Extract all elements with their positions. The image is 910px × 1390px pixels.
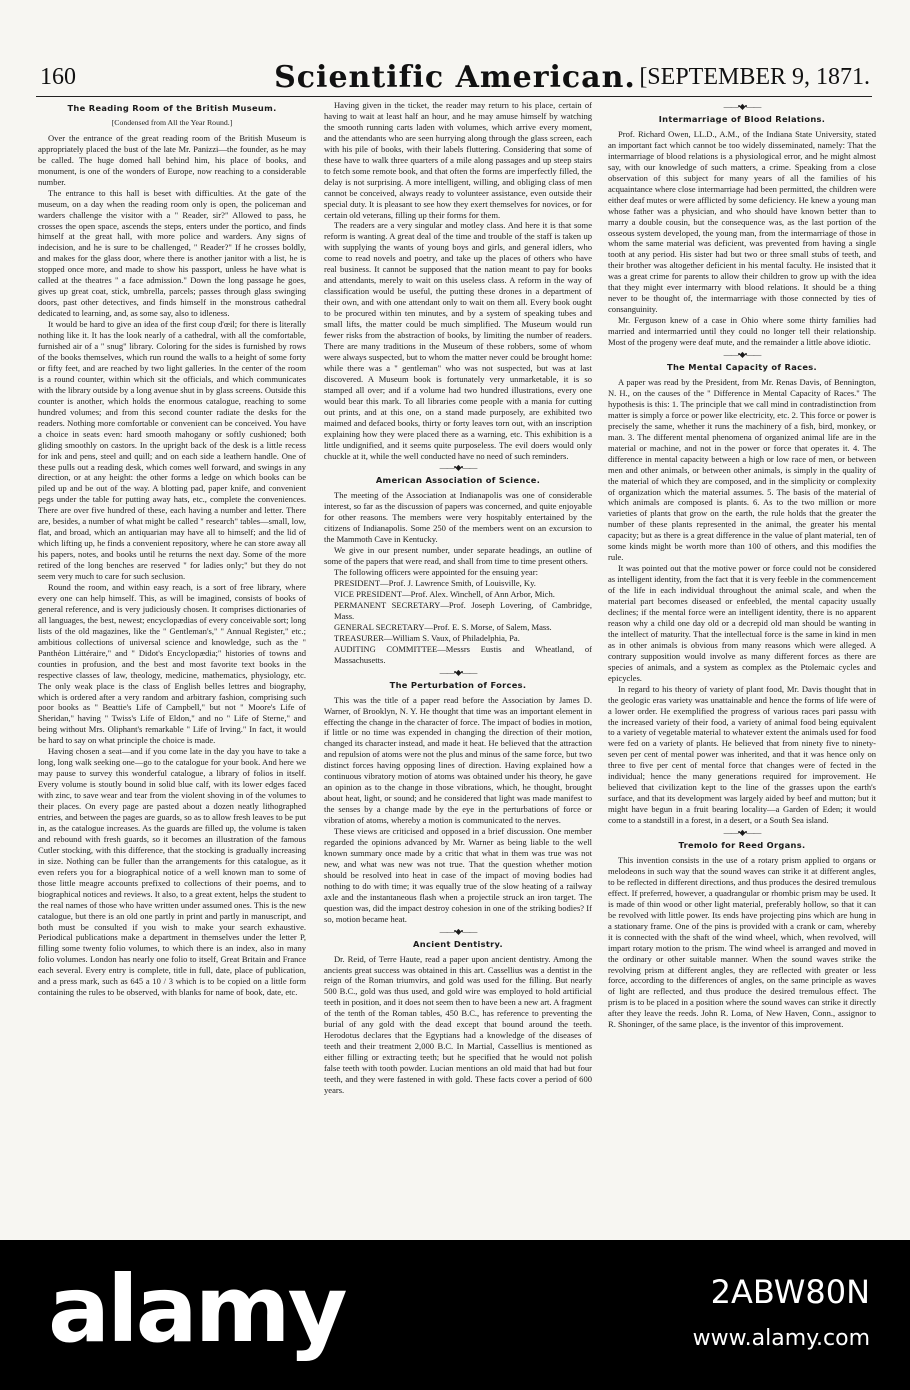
paragraph: Prof. Richard Owen, LL.D., A.M., of the Indiana State University, stated an important fact which cannot be too widely disseminated, namely: That the intermarriage of blood relations is a physiological error, and he might almost say, with our knowledge of such matters, a crime. Speaking from a close observation of this subject for many years of all the families of his acquaintance where close intermarriage had been permitted, the children were either deaf mutes or were afflicted by some deficiency. He knew a young man whose father was a physician, and who should have known better than to marry a double cousin, but the consequence was, as the last portion of the osseous system developed, the young man, from the intermarriage of those in whom the same material was deficient, was prevented from having a single tooth at any period. His sister had but two or three small stubs of teeth, and their brother was altogether deficient in his mental faculty. He insisted that it was a great crime for parents to allow their children to grow up with the idea that they might ever intermarry with blood relations. It should be a thing never to be thought of, the intermarriage with those connected by ties of consanguinity. (608, 128, 876, 315)
officer-entry: GENERAL SECRETARY—Prof. E. S. Morse, of Salem, Mass. (334, 621, 552, 632)
paragraph: Having given in the ticket, the reader may return to his place, certain of having to wait at least half an hour, and he may amuse himself by watching the smooth running carts laden with volumes, which arrive every moment, and the attendants who are seen hurrying along through the glass screen, each with his pile of books, with their labels fluttering. Considering that some of these have to walk three quarters of a mile along passages and up steep stairs to fetch some remote book, and that often the forms are imperfectly filled, the delay is not surprising. A more intelligent, willing, and obliging class of men cannot be conceived, always ready to volunteer assistance, even outside their special duty. It is pleasant to see how they exert themselves for novices, or for certain old veterans, filling up their forms for them. (324, 100, 592, 220)
article-source: [Condensed from All the Year Round.] (111, 117, 233, 127)
article-title: The Mental Capacity of Races. (667, 362, 817, 373)
article-title: American Association of Science. (375, 475, 541, 486)
paragraph: The following officers were appointed for the ensuing year: (334, 567, 538, 578)
paragraph: The meeting of the Association at Indianapolis was one of considerable interest, so far as the discussion of papers was concerned, and quite enjoyable for other reasons. The members were very hospitably entertained by the citizens of Indianapolis. Some 250 of the members went on an excursion to the Mammoth Cave in Kentucky. (324, 490, 592, 545)
article-title: Tremolo for Reed Organs. (678, 840, 806, 851)
column-1 (38, 100, 306, 1230)
site-url: www.alamy.com (692, 1326, 870, 1351)
paragraph: It would be hard to give an idea of the first coup d'œil; for there is literally nothing like it. It has the look nearly of a cathedral, with all the comfortable, furnished air of a " snug" library. Coloring for the sides is furnished by rows of the books themselves, which run round the walls to a height of some forty or fifty feet, and are reached by two light galleries. In the center of the room is a round counter, within which sit the officials, and which communicates with the library outside by a long avenue shut in by glass screens. Outside this counter is another, which holds the enormous catalogue, reaching to some hundred volumes; and from this second counter radiate the desks for the readers. Nothing more comfortable or convenient can be conceived. You have a choice in seats even: hard smooth mahogany or softly cushioned; both gliding smoothly on castors. In the upright back of the desk is a little recess for ink and pens, steel and quill; and on each side a leathern handle. One of these pulls out a reading desk, which comes well forward, and swings in any direction, or at any height: the other forms a ledge on which books can be piled up and be out of the way. A blotting pad, paper knife, and convenient pegs under the table for putting away hats, etc., complete the conveniences. There are over five hundred of these, each having a number and letter. There are, besides, a number of what might be called " research" tables—small, low, flat, and broad, which an antiquarian may have all to himself; and the lid of which lifting up, he finds a convenient repository, where he can store away all his papers, notes, and books until he returns the next day. Some of the more retired of the long benches are reserved " for ladies only;" but they do not seem very much to care for such seclusion. (38, 319, 306, 582)
paragraph: It was pointed out that the motive power or force could not be considered as intelligent identity, from the fact that it is very feeble in the commencement of the life in each individual throughout the animal scale, and when the material part becomes diseased or enfeebled, the mental capacity usually declines; if the mental force were an intelligent identity, there is no apparent reason why a child one day old or a decrepid old man should be wanting in the intellect of maturity. That the intellectual force is the same in kind in men as in other animals is obvious from many reasons which were alleged. A contrary supposition would involve as many different forces as there are species of animals, and a system as complex as the Ptolemaic cycles and epicycles. (608, 563, 876, 683)
watermark-banner (0, 1240, 910, 1390)
officer-entry: TREASURER—William S. Vaux, of Philadelphia, Pa. (334, 632, 520, 643)
section-divider: ——•◆•—— (439, 667, 477, 677)
officer-entry: PERMANENT SECRETARY—Prof. Joseph Lovering, of Cambridge, Mass. (334, 599, 592, 621)
issue-date: [SEPTEMBER 9, 1871. (639, 64, 870, 90)
article-title: Intermarriage of Blood Relations. (658, 114, 826, 124)
paragraph: The entrance to this hall is beset with difficulties. At the gate of the museum, on a day when the reading room only is open, the policeman and warders challenge the visitor with a " Reader, sir?" Allowed to pass, he crosses the open space, ascends the steps, enters under the portico, and finds himself at the great hall, with more police and warders. Any signs of indecision, and he is sure to be challenged, " Reader?" If he crosses boldly, and makes for the glass door, where there is another janitor with a list, he is stopped once more, and made to show his passport, unless he have what is called at the theatres " a face admission." Down the long passage he goes, gives up great coat, stick, umbrella, parcels; passes through glass swinging doors, past other detectives, and finds himself in the monstrous cathedral dedicated to learning, and, as some say, also to idleness. (38, 187, 306, 319)
paragraph: These views are criticised and opposed in a brief discussion. One member regarded the opinions advanced by Mr. Warner as being liable to the well known summary once made by a critic that what in them was true was not new, and what was new was not true. That the question whether motion should be resolved into heat in case of the impact of moving bodies had nothing to do with time; it was equally true of the slow heating of a railway axle and the instantaneous flash when a projectile struck an iron target. The question was, did the impact destroy cohesion in one of the striking bodies? If so, motion became heat. (324, 826, 592, 924)
article-title: Ancient Dentistry. (413, 938, 503, 949)
section-divider: ——•◆•—— (723, 350, 761, 360)
section-divider: ——•◆•—— (723, 828, 761, 838)
paragraph: Round the room, and within easy reach, is a sort of free library, where every one can help himself. This, as will be imagined, consists of books of general reference, and is very judiciously chosen. It comprises dictionaries of all languages, the best, newest; encyclopædias of every conceivable sort; long lists of the old magazines, like the " Gentleman's," " Annual Register," etc.; ambitious collections of universal science and knowledge, such as the " Panthéon Littéraire," and " Didot's Encyclopædia;" histories of towns and counties in profusion, and the best and most favorite text books in the respective classes of law, theology, medicine, mathematics, physiology, etc. The only weak place is the class of English belles lettres and biography, which is ordered after a very random and arbitrary fashion, comprising such poor books as " Beattie's Life of Campbell," but not " Moore's Life of Sheridan," having " Twiss's Life of Eldon," and no " Life of Sterne," and being without Mrs. Oliphant's remarkable " Life of Irving." In fact, it would be hard to say on what principle the choice is made. (38, 581, 306, 746)
article-title: The Perturbation of Forces. (389, 679, 527, 690)
section-divider: ——•◆•—— (439, 926, 477, 936)
paragraph: In regard to his theory of variety of plant food, Mr. Davis thought that in the geologic eras variety was unattainable and hence the forms of life were of a lower order. He exemplified the progress of various races pari passu with the increased variety of their food, a variety of animal food being equivalent to a variety of vegetable material to whatever extent the animals used for food were fed on a variety of plants. He believed that from ninety five to ninety-seven per cent of mental power was inherited, and that it was hence only on three to five per cent of mental force that changes were of fected in the individual; hence the many generations required for improvement. He believed that civilization kept to the line of the grasses upon the earth's surface, and that its development was largely aided by beef and mutton; but it might have begun in a fruit bearing locality—a Garden of Eden; it would come to a standstill in a forest, in a desert, or a South Sea island. (608, 683, 876, 826)
masthead-title: Scientific American. (274, 60, 636, 95)
page-number: 160 (40, 64, 76, 90)
paragraph: A paper was read by the President, from Mr. Renas Davis, of Bennington, N. H., on the causes of the " Difference in Mental Capacity of Races." The hypothesis is this: 1. The principle that we call mind in contradistinction from matter is simply a force or power like electricity, etc. 2. This force or power is precisely the same, whether it runs the machinery of a fish, bird, monkey, or man. 3. The different mental phenomena of organized animal life are in the material or machine, and not in the power or force that operates it. 4. The difference in mental capacity between a high or low race of men, or between men and other animals, or between other animals, is simply in the quality of the material of which they are composed, and in the simplicity or complexity of organization which the material assumes. 5. The basis of the material of which animals are composed is plants. 6. As to the two million or more varieties of plants that grow on the earth, the rule holds that the greater the number of these plants represented in the animal, the greater his mental capacity; but as there is a great difference in the value of plant material, ten of some kinds might be worth more than 100 of others, and this modifies the rule. (608, 376, 876, 563)
paragraph: This invention consists in the use of a rotary prism applied to organs or melodeons in such way that the sound waves can strike it at different angles, to be reflected in different directions, and thus produces the desired tremulous effect. If preferred, however, a quadrangular or rhombic prism may be used. It is made of thin wood or other light material, preferably hollow, so that it can be revolved with little power. Its ends have projecting pins which are hung in a stationary frame. One of the pins is provided with a crank or cam, whereby it is connected with the shaft of the wind wheel, which, when revolved, will impart rotary motion to the prism. The wind wheel is arranged and moved in the ordinary or other suitable manner. When the sound waves strike the revolving prism at different angles, they are reflected with greater or less force, according to the differences of angles, on the same principle as waves of light are reflected, and thus produce the desired tremulous effect. The prism is to be placed in a position where the sound waves can strike it directly after they leave the reeds. John R. Loma, of New Haven, Conn., assignor to R. Shoninger, of the same place, is the inventor of this improvement. (608, 855, 876, 1030)
image-id: 2ABW80N (710, 1273, 870, 1311)
paragraph: Dr. Reid, of Terre Haute, read a paper upon ancient dentistry. Among the ancients great success was obtained in this art. Cassellius was a dentist in the reign of the Roman triumvirs, and gold was used for the filling. But nearly 500 B.C., gold was thus used, and gold wire was employed to hold artificial teeth in position, and it does not seem then to have been a new art. A fragment of the tenth of the Roman tables, 450 B.C., has reference to preventing the burial of any gold with the dead except that bound around the teeth. Herodotus declares that the Egyptians had a knowledge of the diseases of teeth and their treatment 2,000 B.C. In Martial, Cassellius is mentioned as either filling or extracting teeth; but he specified that he would not polish false teeth with tooth powder. Lucian mentions an old maid that had but four teeth, and they were fastened in with gold. These facts cover a period of 600 years. (324, 953, 592, 1096)
officer-entry: PRESIDENT—Prof. J. Lawrence Smith, of Louisville, Ky. (334, 578, 536, 589)
section-divider: ——•◆•—— (439, 463, 477, 473)
section-divider: ——•◆•—— (723, 102, 761, 111)
column-2 (324, 100, 592, 1230)
page-header (0, 60, 910, 100)
column-3 (608, 100, 876, 1230)
officer-entry: AUDITING COMMITTEE—Messrs Eustis and Wheatland, of Massachusetts. (334, 643, 592, 665)
brand-logo: alamy (48, 1256, 345, 1363)
paragraph: This was the title of a paper read before the Association by James D. Warner, of Brooklyn, N. Y. He thought that time was an important element in effecting the change in the character of force. The impact of bodies in motion, if little or no time was expended in changing the direction of their motion, changed its character instead, and made it heat. He believed that the attraction and repulsion of atoms were not the plus and minus of the same force, but two distinct forces having opposing lines of direction. Having explained how a continuous vibratory motion of atoms was obtained under his theory, he gave an opinion as to the change in those vibrations, which, he thought, brought about heat, light, or sound; and he considered that light was made manifest to the senses by a change made by the eye in the perturbations of force or vibration of atoms, whereby a motion is communicated to the nerves. (324, 694, 592, 826)
paragraph: Over the entrance of the great reading room of the British Museum is appropriately placed the bust of the late Mr. Panizzi—the founder, as he may be called. The huge domed hall behind him, his place of books, and monument, is one of the wonders of Europe, now reaching to a considerable number. (38, 132, 306, 187)
officer-entry: VICE PRESIDENT—Prof. Alex. Winchell, of Ann Arbor, Mich. (334, 588, 555, 599)
paragraph: Having chosen a seat—and if you come late in the day you have to take a long, long walk seeking one—go to the catalogue for your book. And here we may pause to survey this wonderful catalogue, a library of folios in itself. Every volume is stoutly bound in solid blue calf, with its lower edges faced with zinc, to save wear and tear from the violent shoving in of the volumes to their places. On every page are pasted about a dozen neatly lithographed entries, and between the pages are guards, so as to allow fresh leaves to be put in, as the catalogue increases. As the guards are filled up, the volume is taken and rebound with fresh guards, so it becomes an illustration of the famous Cutler stocking, with this difference, that the stocking is gradually increasing in size. Nothing can be fuller than the arrangements for this catalogue, as it even refers you for a biographical notice of a well known man to some of those little meagre accounts prefixed to collections of their poems, and to biographical notices and reviews. It also, to a great extent, helps the student to the real names of those who have written under assumed ones. This is the new catalogue, but there is an old one partly in print and partly in manuscript, and both must be consulted if you wish to make your search exhaustive. Periodical publications make a department in themselves under the letter P, filling some twenty folio volumes, to which there is an index, also in many folio volumes. London has nearly one folio to itself, Great Britain and France each several. Every entry is complete, title in full, date, place of publication, and a press mark, such as 645 a 10 / 3 which is to be copied on a little form containing the rules to be observed, with blanks for name of book, date, etc. (38, 746, 306, 998)
article-title: The Reading Room of the British Museum. (67, 103, 277, 113)
paragraph: We give in our present number, under separate headings, an outline of some of the papers that were read, and shall from time to time present others. (324, 545, 592, 567)
paragraph: The readers are a very singular and motley class. And here it is that some reform is wanting. A great deal of the time and trouble of the staff is taken up with supplying the wants of young boys and girls, and general idlers, who come to read novels and poetry, and take up the places of others who have real business. It cannot be supposed that the nation meant to pay for books and attendants, merely to wait on this useless class. A reform in the way of classification would be useful, the putting these drones in a department of their own, and with one attendant only to wait on them all. Every book ought to be procured within ten minutes, and by a system of speaking tubes and small lifts, the matter could be much simplified. The Museum would run fewer risks from the abstraction of books, by limiting the number of readers. There are many traditions in the Museum of these robbers, some of whom were always suspected, but to whom the matter never could be brought home: while there was a " gentleman" who was not suspected, but was at last discovered. A Museum book is fortunately very unmarketable, it is so stamped all over; and if a volume had two hundred illustrations, every one would bear this mark. To all libraries come people with a mania for cutting out prints, and at this one, on a stand made purposely, are exhibited two maimed and defaced books, thirty or forty leaves torn out, with an inscription explaining how they were placed there as a warning, etc. This exhibition is a little undignified, and it seems quite purposeless. The evil doers would only chuckle at it, while the well conducted have no need of such reminders. (324, 220, 592, 461)
header-rule (36, 96, 872, 97)
paragraph: Mr. Ferguson knew of a case in Ohio where some thirty families had married and intermarried until they could no longer tell their relationship. Most of the progeny were deaf mute, and the remainder a little above idiotic. (608, 315, 876, 348)
